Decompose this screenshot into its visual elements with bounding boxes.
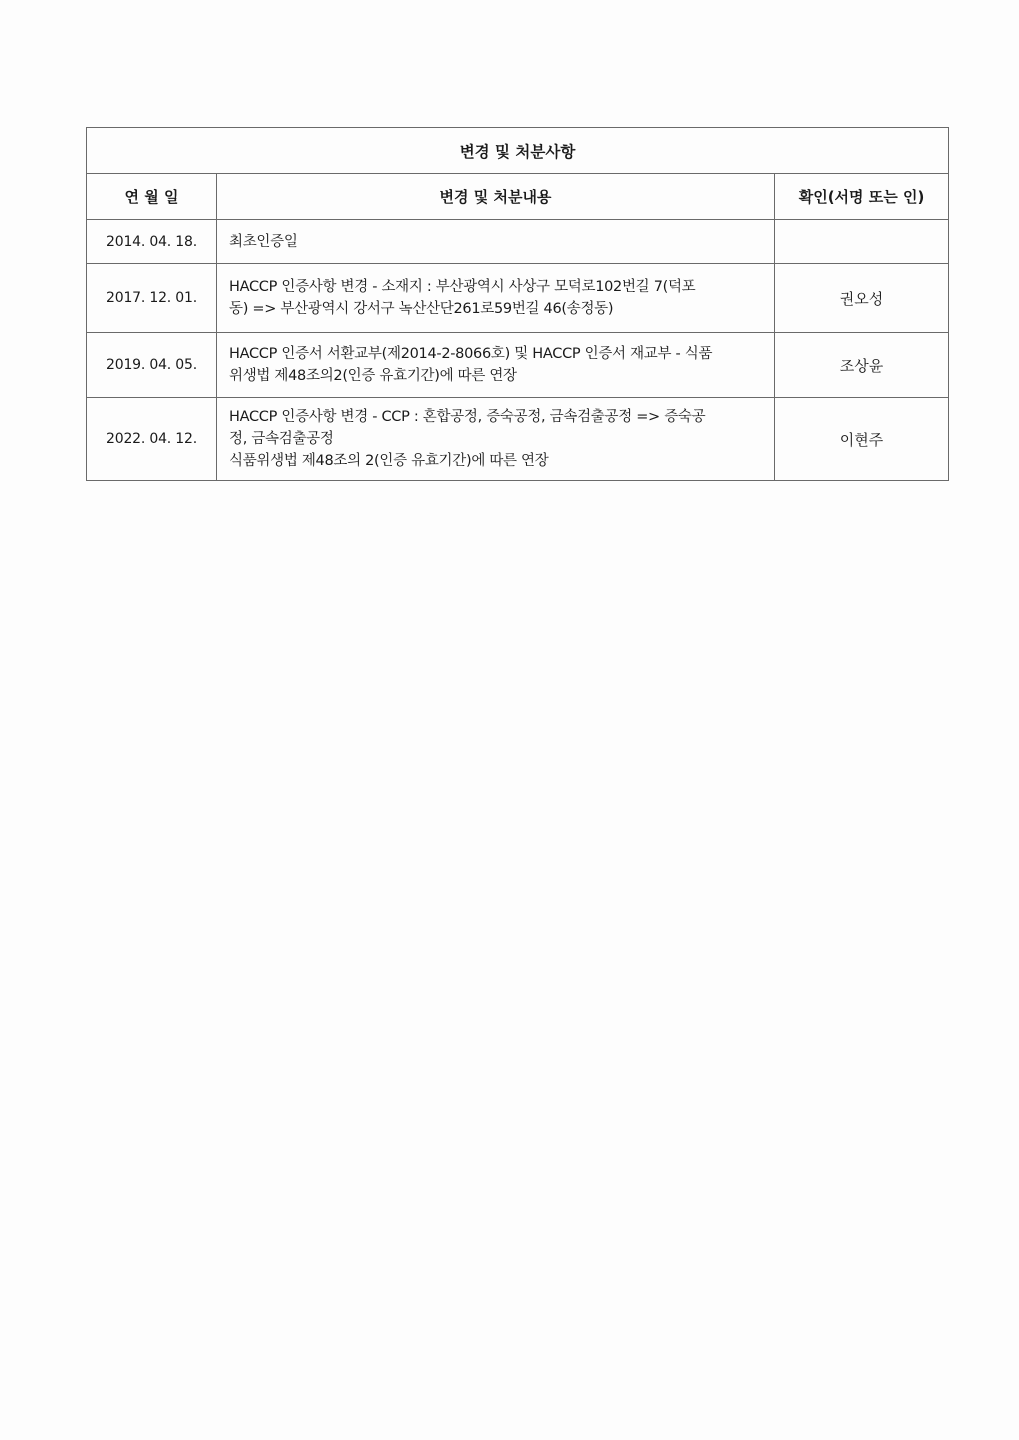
row-content <box>217 333 775 398</box>
content-line: 식품위생법 제48조의 2(인증 유효기간)에 따른 연장 <box>229 453 549 469</box>
row-content <box>217 398 775 481</box>
row-confirm: 권오성 <box>775 264 949 333</box>
content-line: HACCP 인증사항 변경 - CCP : 혼합공정, 증숙공정, 금속검출공정 => 증숙공 <box>229 409 706 425</box>
content-line: HACCP 인증서 서환교부(제2014-2-8066호) 및 HACCP 인증서 재교부 - 식품 <box>229 346 713 362</box>
change-record-table <box>86 127 949 481</box>
row-date: 2014. 04. 18. <box>87 220 217 264</box>
row-date: 2022. 04. 12. <box>87 398 217 481</box>
row-date: 2019. 04. 05. <box>87 333 217 398</box>
content-line: HACCP 인증사항 변경 - 소재지 : 부산광역시 사상구 모덕로102번길 7(덕포 <box>229 279 696 295</box>
row-content <box>217 220 775 264</box>
content-line: 정, 금속검출공정 <box>229 431 334 447</box>
row-date: 2017. 12. 01. <box>87 264 217 333</box>
header-content: 변경 및 처분내용 <box>217 174 775 220</box>
row-confirm <box>775 220 949 264</box>
header-confirm: 확인(서명 또는 인) <box>775 174 949 220</box>
content-line: 최초인증일 <box>229 233 298 250</box>
row-confirm: 조상윤 <box>775 333 949 398</box>
header-date: 연 월 일 <box>87 174 217 220</box>
row-confirm: 이현주 <box>775 398 949 481</box>
table-title: 변경 및 처분사항 <box>87 128 949 174</box>
table-row <box>87 333 949 398</box>
table-header-row <box>87 174 949 220</box>
table-title-row <box>87 128 949 174</box>
row-content <box>217 264 775 333</box>
table-row <box>87 264 949 333</box>
table-row <box>87 220 949 264</box>
content-line: 위생법 제48조의2(인증 유효기간)에 따른 연장 <box>229 368 517 384</box>
table-row <box>87 398 949 481</box>
content-line: 동) => 부산광역시 강서구 녹산산단261로59번길 46(송정동) <box>229 301 614 317</box>
